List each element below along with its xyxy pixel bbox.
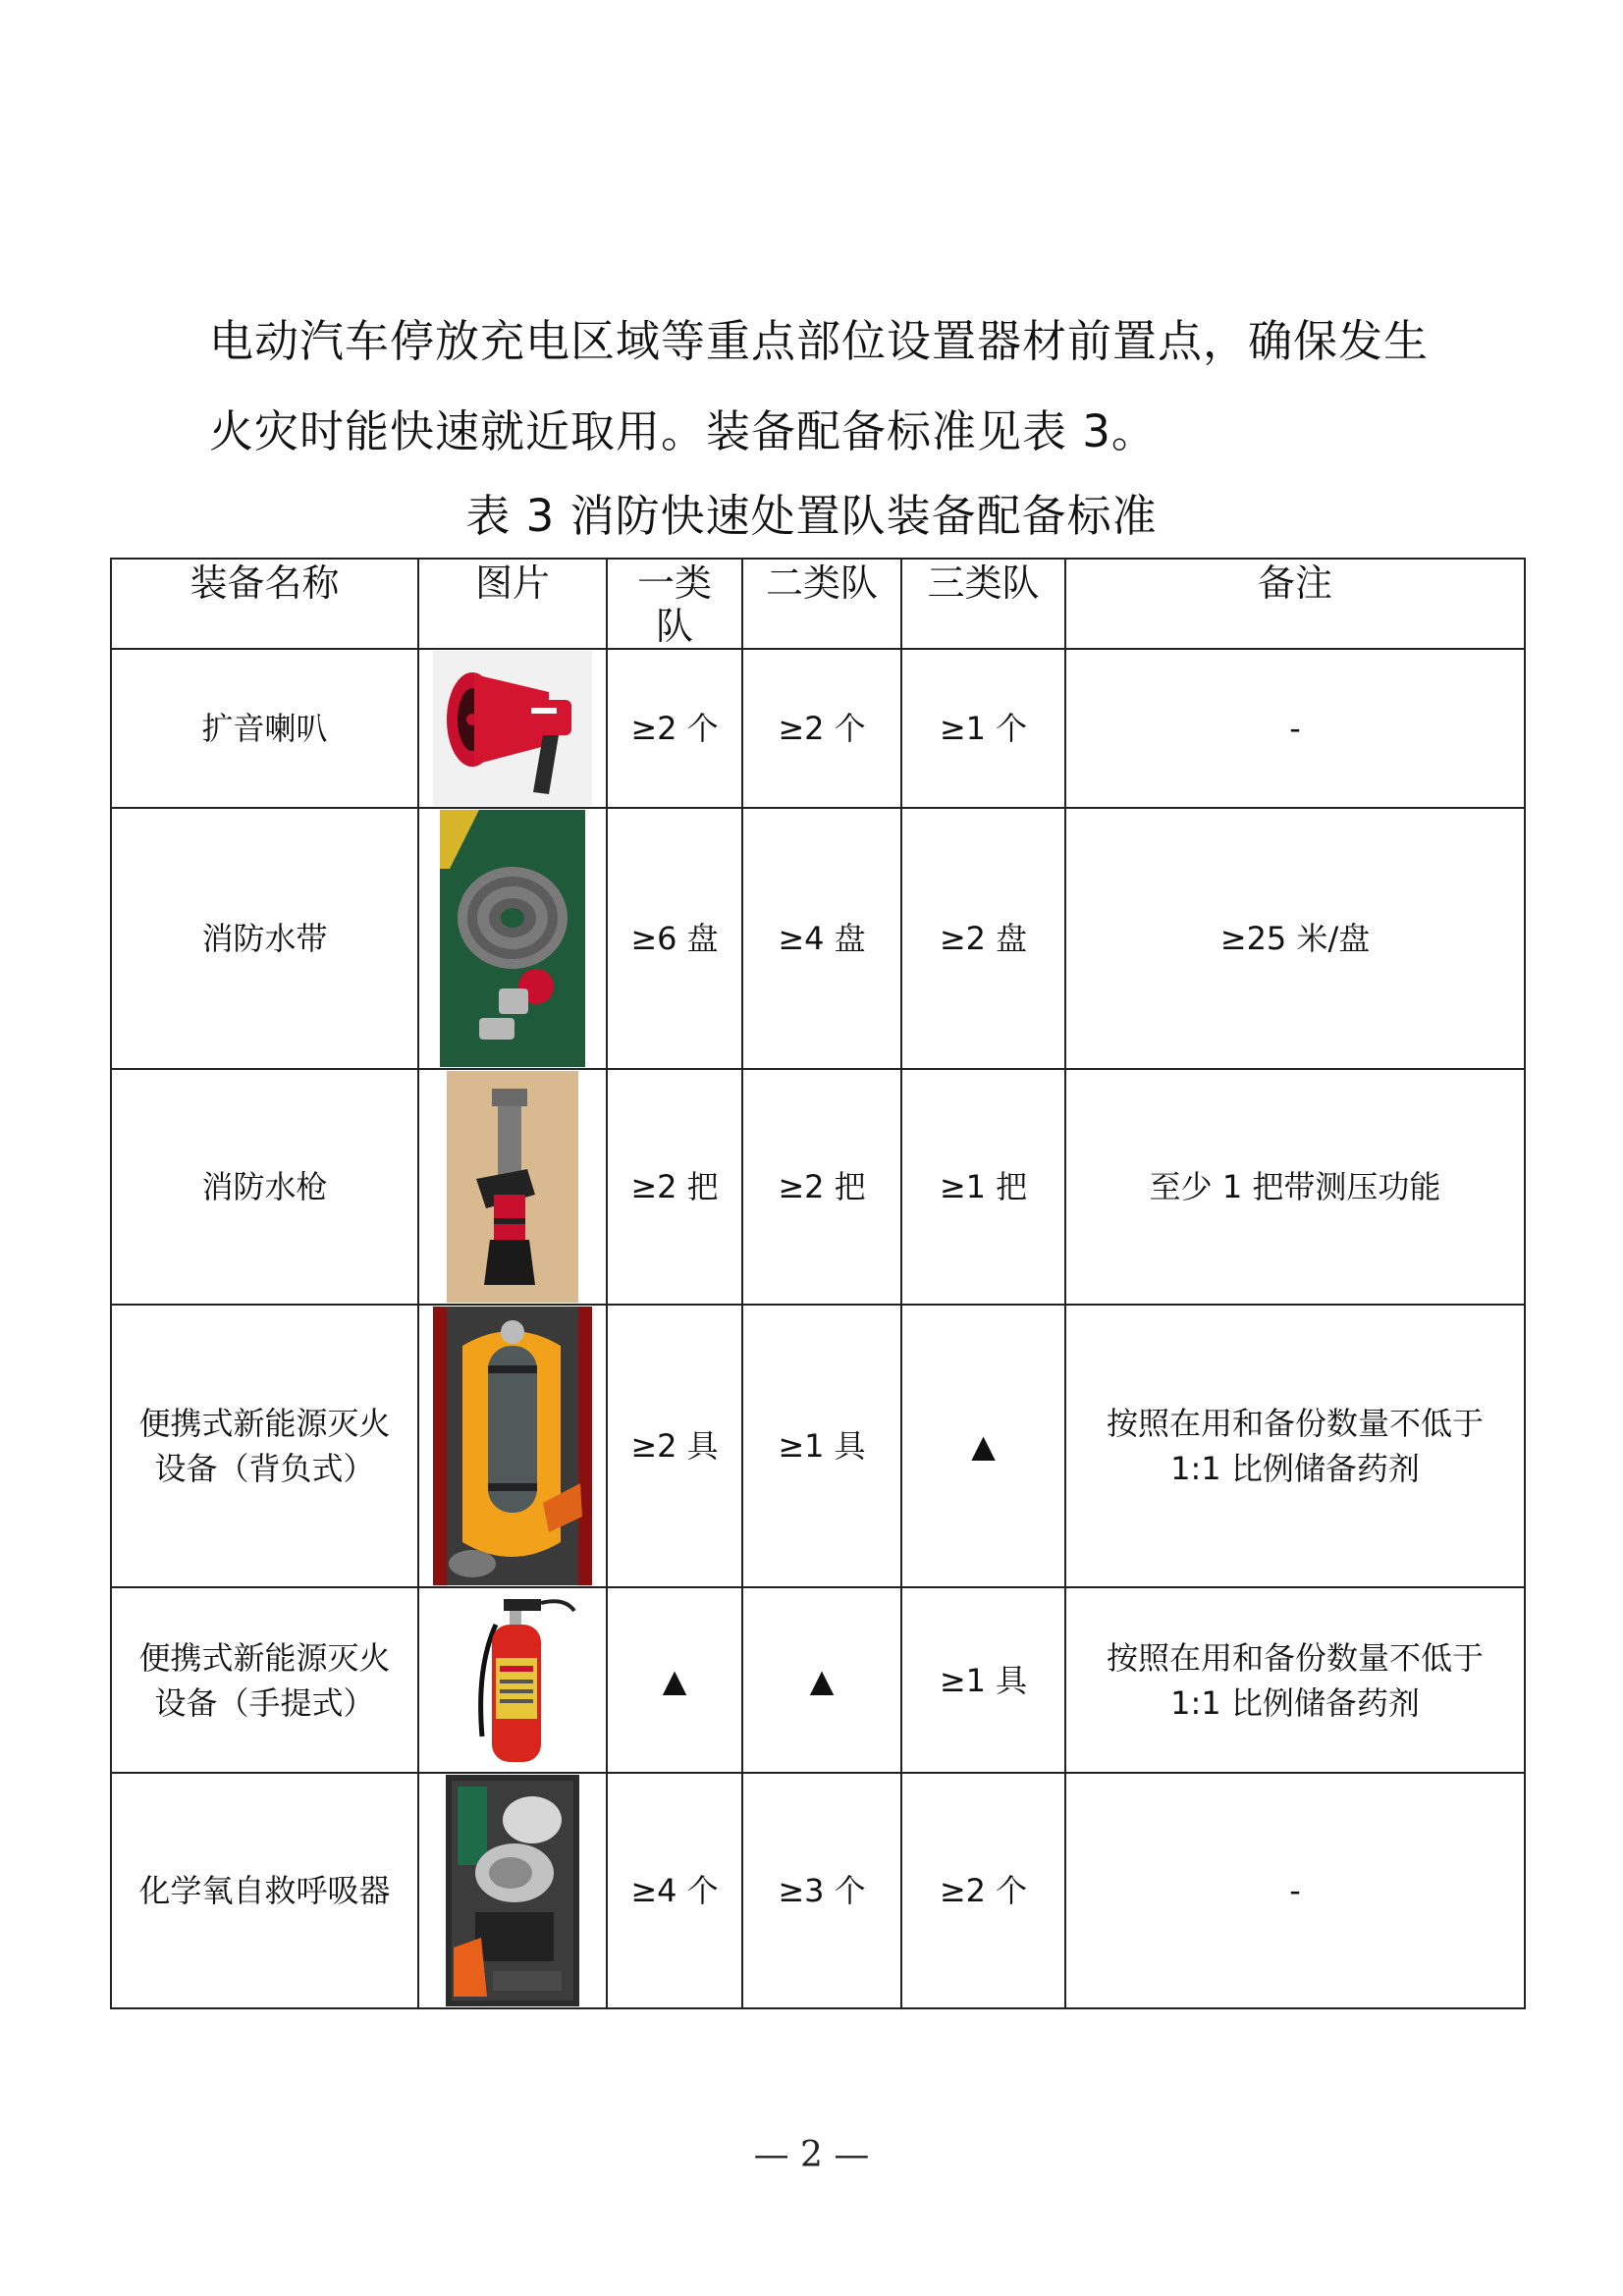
row-class2: ≥3 个 (742, 1773, 901, 2008)
row-class2: ≥1 具 (742, 1305, 901, 1587)
row-picture (418, 649, 607, 808)
row-class3: ≥2 个 (901, 1773, 1065, 2008)
row-note-line1: ≥25 米/盘 (1219, 920, 1371, 957)
row-name-line2: 设备（背负式） (154, 1450, 375, 1487)
row-picture (418, 1069, 607, 1305)
row-class1: ≥2 个 (607, 649, 742, 808)
row-note-line1: 按照在用和备份数量不低于 (1106, 1638, 1484, 1677)
row-class3: ≥1 个 (901, 649, 1065, 808)
row-class2: ≥2 把 (742, 1069, 901, 1305)
header-note: 备注 (1065, 559, 1525, 649)
row-note-line2: 1:1 比例储备药剂 (1170, 1450, 1420, 1487)
row-name-line1: 扩音喇叭 (201, 710, 328, 747)
row-class1: ≥2 具 (607, 1305, 742, 1587)
row-class1: ≥2 把 (607, 1069, 742, 1305)
header-class1-line2: 队 (655, 605, 693, 648)
row-name (111, 1305, 418, 1587)
row-class3: ▲ (901, 1305, 1065, 1587)
row-note-line1: 按照在用和备份数量不低于 (1106, 1405, 1484, 1442)
row-class2: ▲ (742, 1587, 901, 1773)
row-class1: ▲ (607, 1587, 742, 1773)
row-name-line1: 化学氧自救呼吸器 (138, 1872, 391, 1909)
header-picture: 图片 (418, 559, 607, 649)
row-note-line1: - (1289, 710, 1301, 747)
header-class1-line1: 一类 (636, 561, 712, 605)
row-picture (418, 808, 607, 1069)
handheld-extinguisher-photo-icon (427, 1589, 598, 1771)
table-header-row (111, 559, 1525, 649)
row-name-line2: 设备（手提式） (154, 1683, 375, 1722)
row-class3: ≥2 盘 (901, 808, 1065, 1069)
backpack-extinguisher-photo-icon (433, 1307, 592, 1585)
row-name-line1: 便携式新能源灭火 (138, 1405, 391, 1442)
table-row (111, 1305, 1525, 1587)
header-class3: 三类队 (901, 559, 1065, 649)
table-row (111, 1069, 1525, 1305)
row-class3: ≥1 把 (901, 1069, 1065, 1305)
row-note (1065, 1069, 1525, 1305)
row-note (1065, 1305, 1525, 1587)
row-class1: ≥6 盘 (607, 808, 742, 1069)
row-note (1065, 1773, 1525, 2008)
row-class2: ≥2 个 (742, 649, 901, 808)
table-caption: 表 3 消防快速处置队装备配备标准 (465, 490, 1158, 542)
row-name-line1: 便携式新能源灭火 (138, 1638, 391, 1677)
row-note-line1: 至少 1 把带测压功能 (1149, 1168, 1441, 1205)
row-note-line2: 1:1 比例储备药剂 (1170, 1683, 1420, 1722)
header-name: 装备名称 (111, 559, 418, 649)
row-name (111, 1773, 418, 2008)
intro-line-1: 电动汽车停放充电区域等重点部位设置器材前置点，确保发生 (209, 315, 1430, 367)
row-name-line1: 消防水带 (201, 920, 328, 957)
row-class3: ≥1 具 (901, 1587, 1065, 1773)
header-class1 (607, 559, 742, 649)
row-note-line1: - (1289, 1872, 1301, 1909)
page-number: — 2 — (753, 2135, 870, 2175)
fire-hose-photo-icon (440, 810, 585, 1067)
row-class1: ≥4 个 (607, 1773, 742, 2008)
row-name (111, 808, 418, 1069)
megaphone-photo-icon (433, 651, 592, 806)
equipment-table (110, 558, 1526, 2009)
row-class2: ≥4 盘 (742, 808, 901, 1069)
fire-nozzle-photo-icon (447, 1071, 578, 1303)
table-row (111, 1587, 1525, 1773)
row-name-line1: 消防水枪 (201, 1168, 328, 1205)
row-name (111, 1587, 418, 1773)
row-note (1065, 649, 1525, 808)
header-class2: 二类队 (742, 559, 901, 649)
row-picture (418, 1773, 607, 2008)
row-name (111, 1069, 418, 1305)
row-note (1065, 808, 1525, 1069)
table-row (111, 1773, 1525, 2008)
row-picture (418, 1587, 607, 1773)
intro-line-2: 火灾时能快速就近取用。装备配备标准见表 3。 (209, 405, 1157, 457)
row-name (111, 649, 418, 808)
table-row (111, 808, 1525, 1069)
table-row (111, 649, 1525, 808)
row-note (1065, 1587, 1525, 1773)
self-rescue-respirator-photo-icon (446, 1775, 579, 2006)
row-picture (418, 1305, 607, 1587)
